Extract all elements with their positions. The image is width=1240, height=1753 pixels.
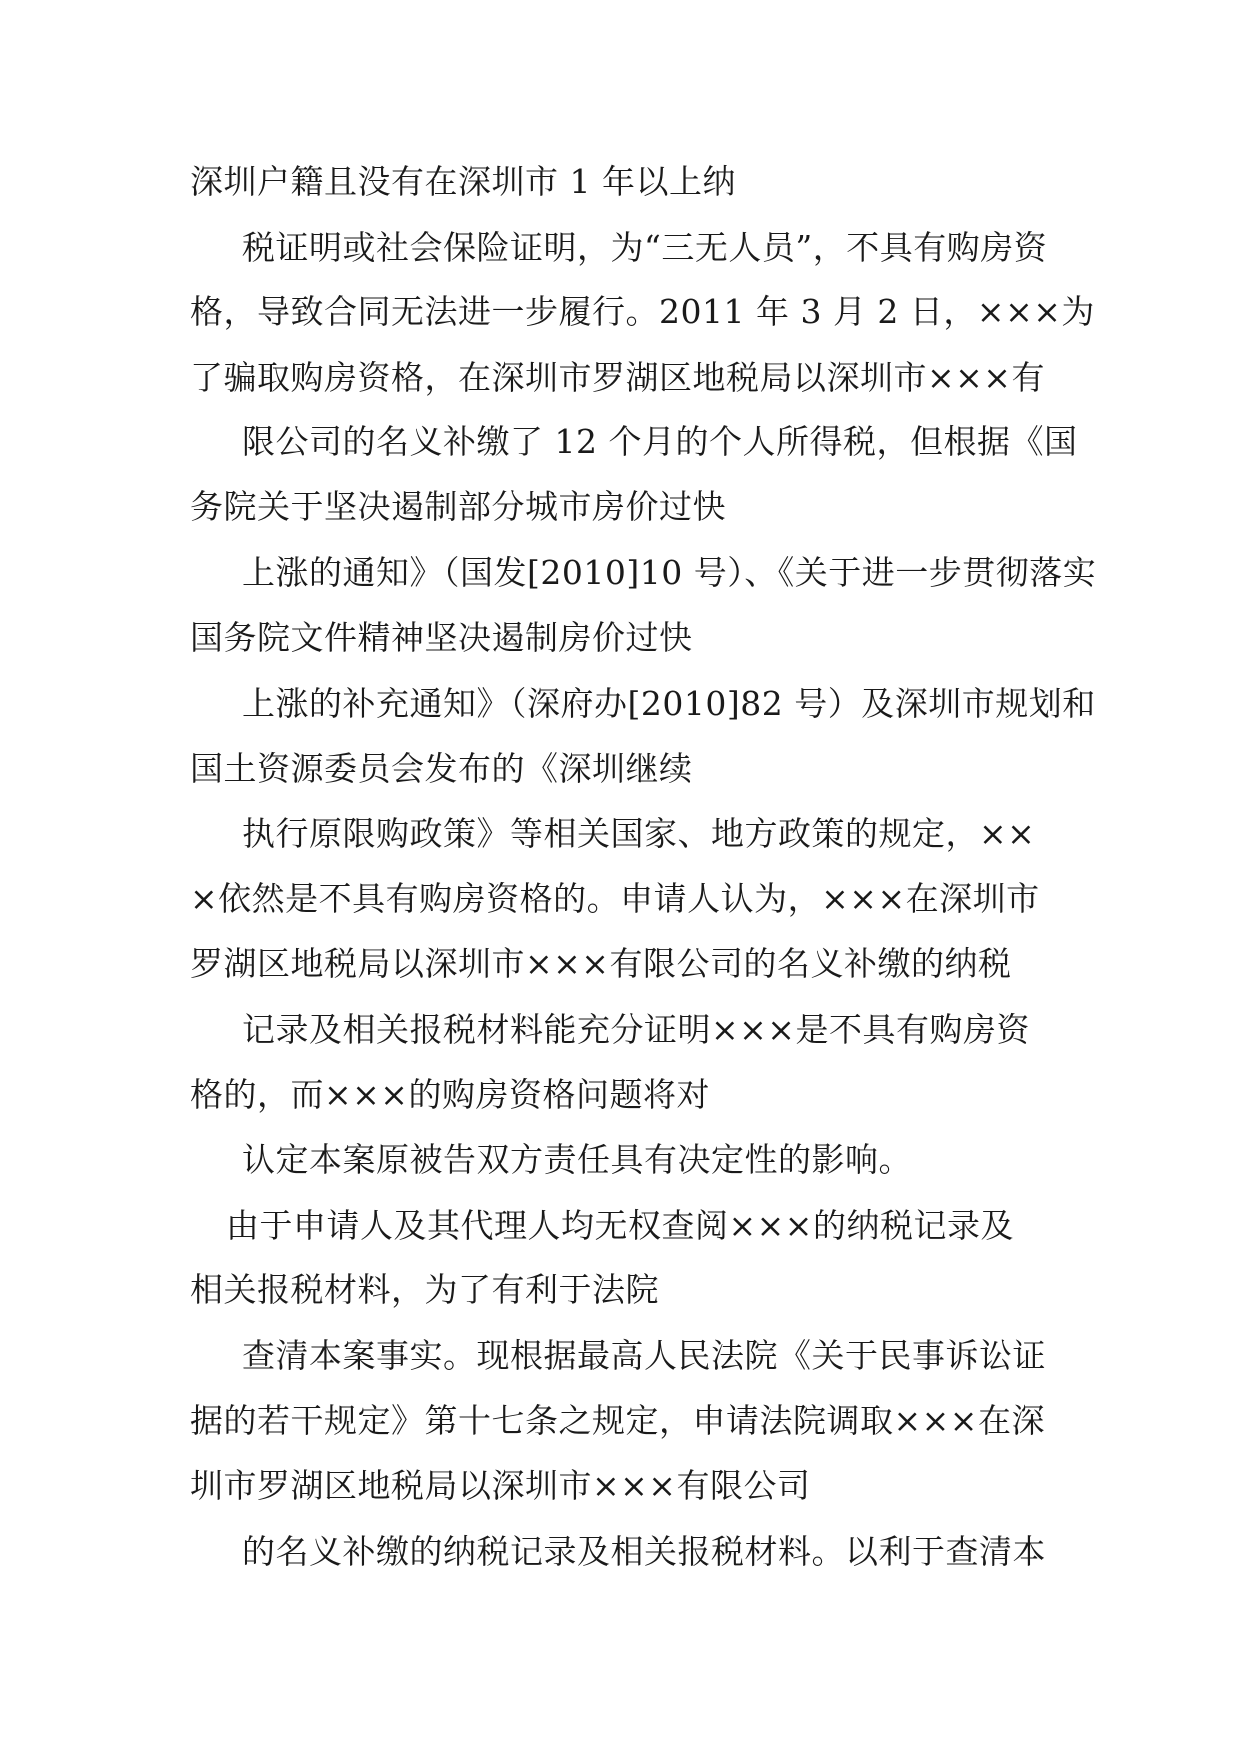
text-line: 务院关于坚决遏制部分城市房价过快 bbox=[190, 487, 726, 526]
text-line: 罗湖区地税局以深圳市×××有限公司的名义补缴的纳税 bbox=[190, 944, 1012, 983]
text-line: ×依然是不具有购房资格的。申请人认为，×××在深圳市 bbox=[190, 879, 1040, 918]
text-line: 税证明或社会保险证明，为“三无人员”，不具有购房资 bbox=[242, 228, 1048, 267]
text-line: 上涨的通知》（国发[2010]10 号）、《关于进一步贯彻落实 bbox=[242, 553, 1097, 592]
text-line: 格，导致合同无法进一步履行。2011 年 3 月 2 日，×××为 bbox=[190, 292, 1095, 331]
text-line: 的名义补缴的纳税记录及相关报税材料。以利于查清本 bbox=[242, 1532, 1046, 1571]
text-line: 格的，而×××的购房资格问题将对 bbox=[190, 1075, 710, 1114]
text-line: 记录及相关报税材料能充分证明×××是不具有购房资 bbox=[242, 1010, 1030, 1049]
text-line: 相关报税材料，为了有利于法院 bbox=[190, 1270, 659, 1309]
text-line: 查清本案事实。现根据最高人民法院《关于民事诉讼证 bbox=[242, 1336, 1046, 1375]
text-line: 圳市罗湖区地税局以深圳市×××有限公司 bbox=[190, 1466, 811, 1505]
text-line: 深圳户籍且没有在深圳市 1 年以上纳 bbox=[190, 162, 736, 201]
text-line: 认定本案原被告双方责任具有决定性的影响。 bbox=[242, 1140, 912, 1179]
text-line: 据的若干规定》第十七条之规定，申请法院调取×××在深 bbox=[190, 1401, 1045, 1440]
text-line: 了骗取购房资格，在深圳市罗湖区地税局以深圳市×××有 bbox=[190, 358, 1045, 397]
text-line: 国土资源委员会发布的《深圳继续 bbox=[190, 749, 693, 788]
text-line: 执行原限购政策》等相关国家、地方政策的规定，×× bbox=[242, 814, 1036, 853]
text-line: 由于申请人及其代理人均无权查阅×××的纳税记录及 bbox=[226, 1206, 1014, 1245]
text-line: 上涨的补充通知》（深府办[2010]82 号）及深圳市规划和 bbox=[242, 684, 1096, 723]
text-line: 限公司的名义补缴了 12 个月的个人所得税，但根据《国 bbox=[242, 422, 1078, 461]
text-line: 国务院文件精神坚决遏制房价过快 bbox=[190, 618, 693, 657]
